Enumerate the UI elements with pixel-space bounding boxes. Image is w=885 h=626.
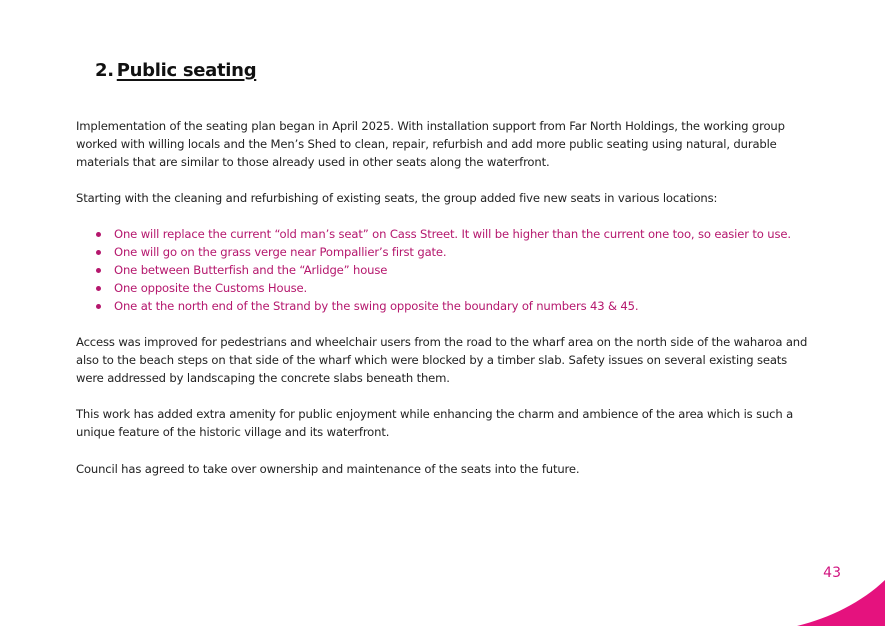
list-item: One opposite the Customs House. (76, 279, 791, 297)
list-item: One will replace the current “old man’s seat” on Cass Street. It will be higher than the current one too, so easier to use. (76, 225, 791, 243)
list-item: One between Butterfish and the “Arlidge” house (76, 261, 791, 279)
page-number: 43 (823, 565, 841, 581)
list-item: One at the north end of the Strand by the swing opposite the boundary of numbers 43 & 45. (76, 297, 791, 315)
paragraph-implementation: Implementation of the seating plan began in April 2025. With installation support from Far North Holdings, the working group worked with willing locals and the Men’s Shed to clean, repair, refurbish and add more public seating using natural, durable materials that are similar to those already used in other seats along the waterfront. (76, 119, 785, 169)
paragraph-amenity: This work has added extra amenity for public enjoyment while enhancing the charm and ambience of the area which is such a unique feature of the historic village and its waterfront. (76, 407, 794, 439)
corner-swoosh (797, 580, 885, 626)
section-title: Public seating (116, 60, 257, 81)
paragraph-new-seats-intro: Starting with the cleaning and refurbishing of existing seats, the group added five new seats in various locations: (76, 191, 718, 205)
list-item: One will go on the grass verge near Pompallier’s first gate. (76, 243, 791, 261)
paragraph-access: Access was improved for pedestrians and wheelchair users from the road to the wharf area on the north side of the waharoa and also to the beach steps on that side of the wharf which were blocked by a timber slab. Safety issues on several existing seats were addressed by landscaping the concrete slabs beneath them. (76, 335, 808, 385)
section-number: 2. (95, 60, 114, 81)
paragraph-council: Council has agreed to take over ownership and maintenance of the seats into the future. (76, 462, 580, 476)
